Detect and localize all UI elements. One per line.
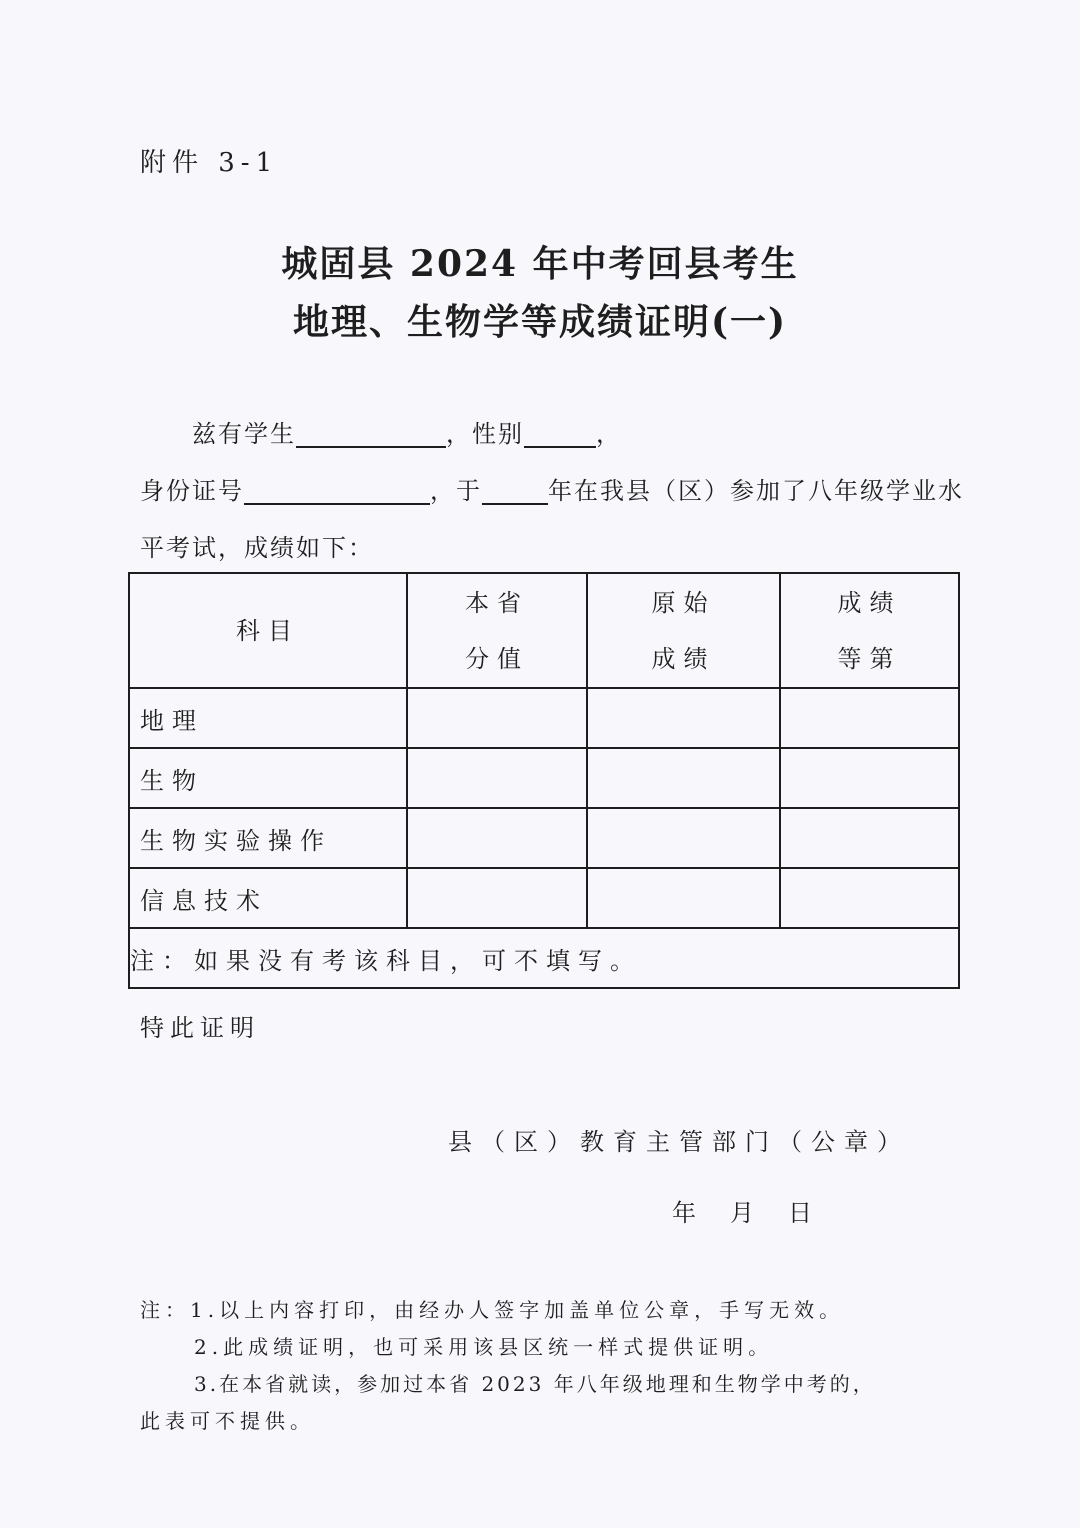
header-province-score-line2: 分值	[465, 644, 529, 673]
subject-cell: 信息技术	[129, 868, 407, 928]
table-note: 注：如果没有考该科目，可不填写。	[129, 928, 959, 988]
student-name-blank[interactable]	[296, 420, 446, 448]
footnote-3-continued: 此表可不提供。	[140, 1409, 315, 1433]
student-label: 兹有学生	[192, 420, 296, 448]
table-row	[129, 748, 959, 808]
raw-score-cell[interactable]	[587, 868, 780, 928]
date-year: 年	[672, 1199, 696, 1227]
grade-cell[interactable]	[780, 748, 959, 808]
raw-score-cell[interactable]	[587, 688, 780, 748]
attachment-label: 附件 3-1	[140, 148, 279, 178]
header-raw-score-line2: 成绩	[651, 644, 716, 673]
gender-label: ，性别	[446, 420, 524, 448]
date-month: 月	[730, 1199, 754, 1227]
footnote-1	[140, 1294, 844, 1323]
footnote-1-text: 1.以上内容打印，由经办人签字加盖单位公章，手写无效。	[190, 1298, 845, 1322]
year-text: 年在我县（区）参加了八年级学业水	[548, 477, 964, 505]
subject-cell: 生物实验操作	[129, 808, 407, 868]
footnote-2: 2.此成绩证明，也可采用该县区统一样式提供证明。	[194, 1335, 774, 1359]
document-title-line1: 城固县 2024 年中考回县考生	[281, 243, 799, 285]
province-score-cell[interactable]	[407, 688, 587, 748]
comma: ，	[596, 420, 622, 448]
certify-text: 特此证明	[140, 1014, 260, 1042]
intro-line-2	[140, 471, 964, 506]
gender-blank[interactable]	[524, 420, 596, 448]
raw-score-cell[interactable]	[587, 748, 780, 808]
grade-cell[interactable]	[780, 868, 959, 928]
department-seal-label: 县（区）教育主管部门（公章）	[448, 1128, 910, 1156]
grade-cell[interactable]	[780, 688, 959, 748]
province-score-cell[interactable]	[407, 868, 587, 928]
table-row	[129, 688, 959, 748]
intro-line-1	[192, 414, 622, 449]
table-row	[129, 868, 959, 928]
footnote-3: 3.在本省就读，参加过本省 2023 年八年级地理和生物学中考的，	[194, 1372, 876, 1396]
raw-score-cell[interactable]	[587, 808, 780, 868]
document-title-line2: 地理、生物学等成绩证明(一)	[292, 301, 788, 343]
province-score-cell[interactable]	[407, 748, 587, 808]
id-label: 身份证号	[140, 477, 244, 505]
header-grade-line1: 成绩	[837, 588, 902, 617]
province-score-cell[interactable]	[407, 808, 587, 868]
header-grade	[780, 573, 959, 688]
grade-cell[interactable]	[780, 808, 959, 868]
in-label: ，于	[430, 477, 482, 505]
header-raw-score-line1: 原始	[651, 588, 716, 617]
header-raw-score	[587, 573, 780, 688]
table-row	[129, 808, 959, 868]
score-table	[128, 572, 960, 989]
header-province-score	[407, 573, 587, 688]
header-grade-line2: 等第	[837, 644, 902, 673]
table-header-row	[129, 573, 959, 688]
subject-cell: 地理	[129, 688, 407, 748]
header-subject: 科目	[129, 573, 407, 688]
year-blank[interactable]	[482, 477, 548, 505]
id-number-blank[interactable]	[244, 477, 430, 505]
date-line	[672, 1193, 846, 1228]
intro-line-3: 平考试，成绩如下：	[140, 534, 374, 562]
date-day: 日	[788, 1199, 812, 1227]
subject-cell: 生物	[129, 748, 407, 808]
footnote-prefix: 注：	[140, 1298, 190, 1322]
table-note-row	[129, 928, 959, 988]
header-province-score-line1: 本省	[465, 588, 529, 617]
